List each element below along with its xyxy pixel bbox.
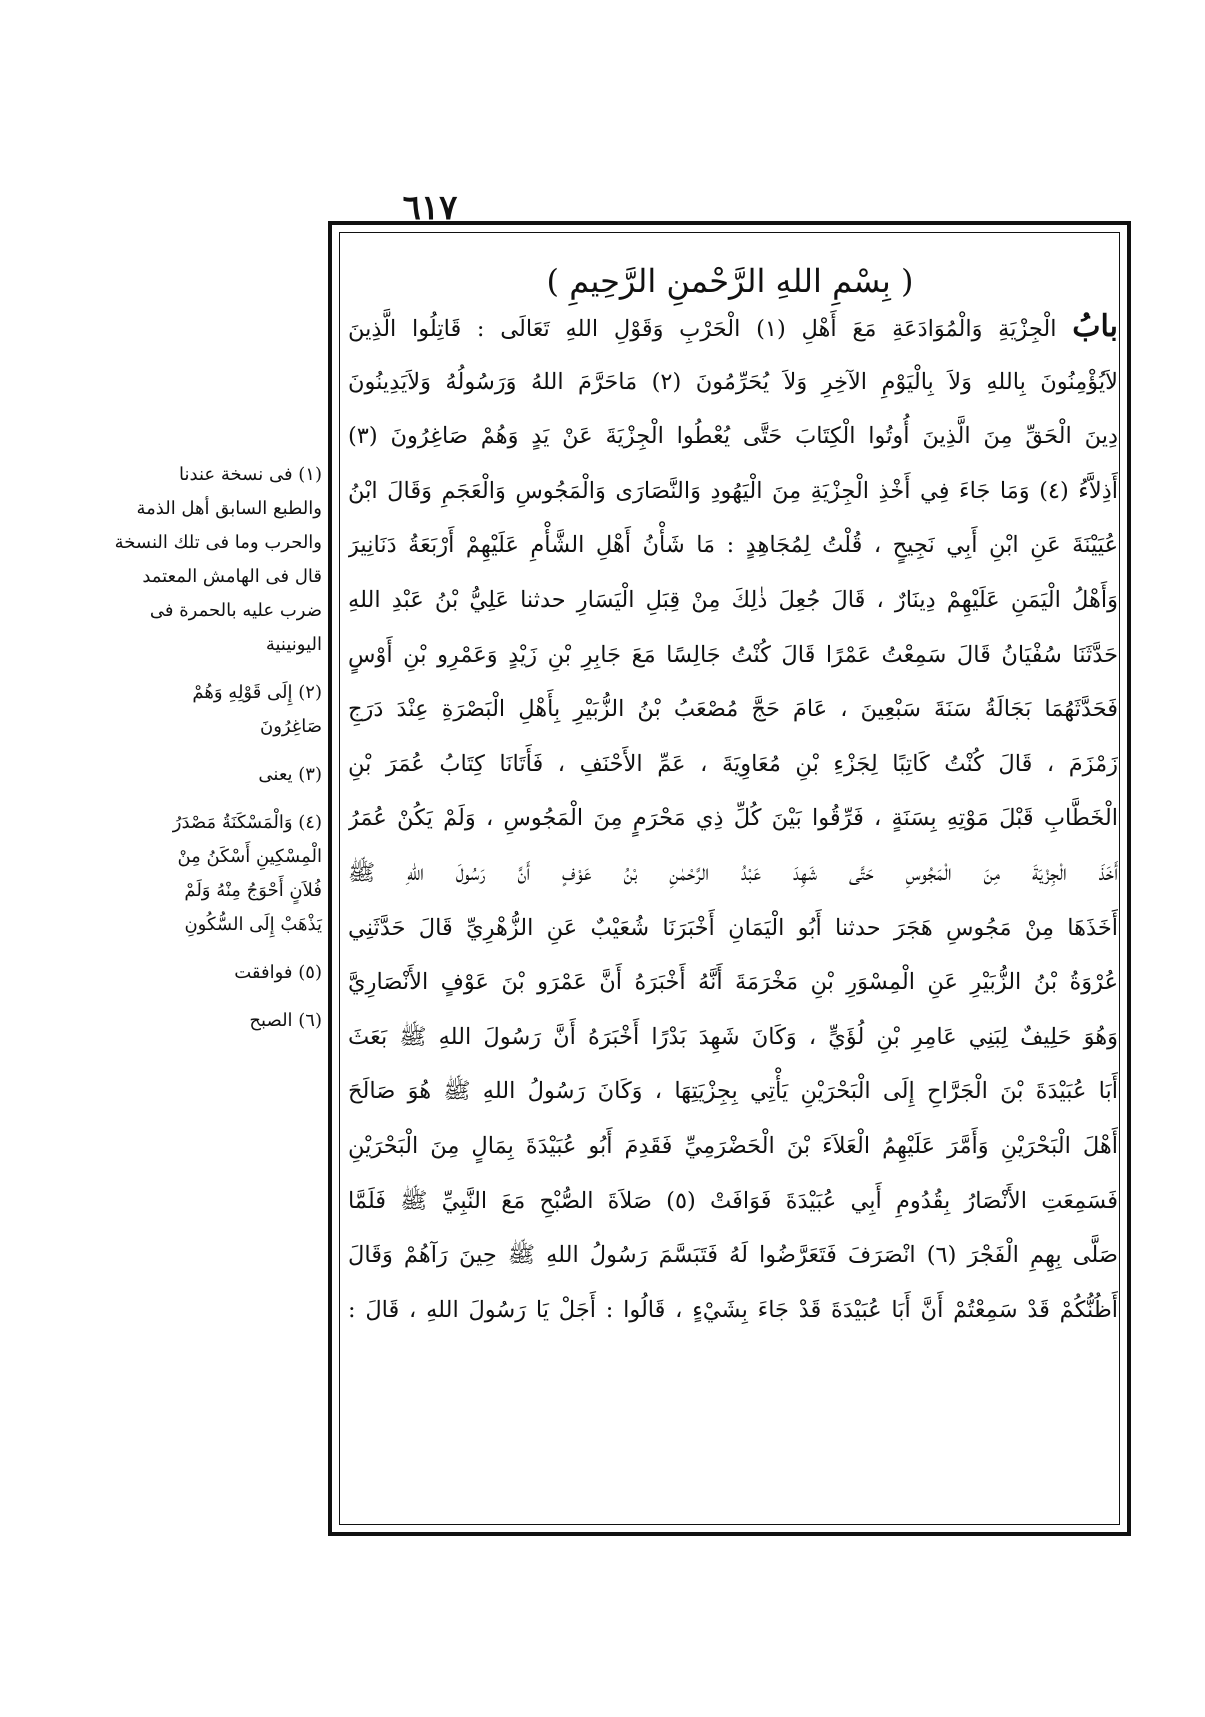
footnote-line: والحرب وما فى تلك النسخة: [114, 532, 322, 553]
text-line: [348, 300, 1118, 355]
footnote-line: والطبع السابق أهل الذمة: [136, 498, 322, 519]
footnote-line: فُلاَنٍ أَحْوَجُ مِنْهُ وَلَمْ: [184, 880, 322, 901]
footnote-line: صَاغِرُونَ: [259, 716, 322, 737]
footnote-3: [140, 758, 322, 792]
text-line: أَظُنُّكُمْ قَدْ سَمِعْتُمْ أَنَّ أَبَا عُبَيْدَةَ قَدْ جَاءَ بِشَيْءٍ ، قَالُوا : أَجَلْ يَا رَسُولَ اللهِ ، قَالَ :: [348, 1296, 1118, 1323]
footnote-line: (٦) الصبح: [249, 1010, 322, 1031]
text-line: عُرْوَةُ بْنُ الزُّبَيْرِ عَنِ الْمِسْوَرِ بْنِ مَخْرَمَةَ أَنَّهُ أَخْبَرَهُ أَنَّ عَمْرَو بْنَ عَوْفٍ الأَنْصَارِيَّ: [348, 969, 1118, 996]
footnote-line: يَذْهَبْ إِلَى السُّكُونِ: [184, 914, 322, 935]
text-line: دِينَ الْحَقِّ مِنَ الَّذِينَ أُوتُوا الْكِتَابَ حَتَّى يُعْطُوا الْجِزْيَةَ عَنْ يَدٍ وَهُمْ صَاغِرُونَ (٣): [348, 423, 1118, 450]
footnote-5: [140, 956, 322, 990]
footnote-1: [114, 458, 322, 662]
text-line: الْخَطَّابِ قَبْلَ مَوْتِهِ بِسَنَةٍ ، فَرِّقُوا بَيْنَ كُلِّ ذِي مَحْرَمٍ مِنَ الْمَجُوسِ ، وَلَمْ يَكُنْ عُمَرُ: [348, 805, 1118, 832]
margin-footnotes: [114, 458, 322, 1052]
basmala-heading: ( بِسْمِ اللهِ الرَّحْمنِ الرَّحِيمِ ): [546, 262, 914, 300]
text-line: أَبَا عُبَيْدَةَ بْنَ الْجَرَّاحِ إِلَى الْبَحْرَيْنِ يَأْتِي بِجِزْيَتِهَا ، وَكَانَ رَسُولُ اللهِ ﷺ هُوَ صَالَحَ: [348, 1078, 1118, 1105]
text-line: فَسَمِعَتِ الأَنْصَارُ بِقُدُومِ أَبِي عُبَيْدَةَ فَوَافَتْ (٥) صَلاَةَ الصُّبْحِ مَعَ النَّبِيِّ ﷺ فَلَمَّا: [348, 1187, 1118, 1214]
footnote-line: (٣) يعنى: [258, 764, 322, 785]
text-line: أَخَذَ الْجِزْيَةَ مِنَ الْمَجُوسِ حَتَّى شَهِدَ عَبْدُ الرَّحْمٰنِ بْنُ عَوْفٍ أَنَّ رَسُولَ اللهِ ﷺ: [348, 859, 1118, 886]
footnote-line: (٢) إِلَى قَوْلِهِ وَهُمْ: [192, 682, 322, 703]
text-line: وَأَهْلُ الْيَمَنِ عَلَيْهِمْ دِينَارٌ ، قَالَ جُعِلَ ذٰلِكَ مِنْ قِبَلِ الْيَسَارِ حدثنا عَلِيُّ بْنُ عَبْدِ اللهِ: [348, 586, 1118, 613]
chapter-heading: بابُ: [1072, 309, 1118, 344]
text-line: أَذِلاَّءُ (٤) وَمَا جَاءَ فِي أَخْذِ الْجِزْيَةِ مِنَ الْيَهُودِ وَالنَّصَارَى وَالْمَجُوسِ وَالْعَجَمِ وَقَالَ ابْنُ: [348, 477, 1118, 504]
text-line: لاَيُؤْمِنُونَ بِاللهِ وَلاَ بِالْيَوْمِ الآخِرِ وَلاَ يُحَرِّمُونَ (٢) مَاحَرَّمَ اللهُ وَرَسُولُهُ وَلاَيَدِينُونَ: [348, 368, 1118, 395]
footnote-line: الْمِسْكِينِ أَسْكَنُ مِنْ: [177, 846, 322, 867]
text-line: عُيَيْنَةَ عَنِ ابْنِ أَبِي نَجِيحٍ ، قُلْتُ لِمُجَاهِدٍ : مَا شَأْنُ أَهْلِ الشَّأْمِ عَلَيْهِمْ أَرْبَعَةُ دَنَانِيرَ: [348, 532, 1118, 559]
footnote-line: اليونينية: [265, 634, 322, 655]
page-number: ٦١٧: [402, 188, 458, 228]
text-line: فَحَدَّثَهُمَا بَجَالَةُ سَنَةَ سَبْعِينَ ، عَامَ حَجَّ مُصْعَبُ بْنُ الزُّبَيْرِ بِأَهْلِ الْبَصْرَةِ عِنْدَ دَرَجِ: [348, 696, 1118, 723]
text-line: زَمْزَمَ ، قَالَ كُنْتُ كَاتِبًا لِجَزْءِ بْنِ مُعَاوِيَةَ ، عَمِّ الأَحْنَفِ ، فَأَتَانَا كِتَابُ عُمَرَ بْنِ: [348, 750, 1118, 777]
footnote-6: [140, 1004, 322, 1038]
text-line: أَهْلَ الْبَحْرَيْنِ وَأَمَّرَ عَلَيْهِمُ الْعَلاَءَ بْنَ الْحَضْرَمِيِّ فَقَدِمَ أَبُو عُبَيْدَةَ بِمَالٍ مِنَ الْبَحْرَيْنِ: [348, 1132, 1118, 1159]
text-line: صَلَّى بِهِمِ الْفَجْرَ (٦) انْصَرَفَ فَتَعَرَّضُوا لَهُ فَتَبَسَّمَ رَسُولُ اللهِ ﷺ حِينَ رَآهُمْ وَقَالَ: [348, 1242, 1118, 1269]
footnote-2: [140, 676, 322, 744]
text-line-content: الْجِزْيَةِ وَالْمُوَادَعَةِ مَعَ أَهْلِ (١) الْحَرْبِ وَقَوْلِ اللهِ تَعَالَى : قَاتِلُوا الَّذِينَ: [348, 316, 1057, 342]
footnote-line: ضرب عليه بالحمرة فى: [149, 600, 322, 621]
footnote-line: قال فى الهامش المعتمد: [142, 566, 322, 587]
footnote-line: (٥) فوافقت: [234, 962, 322, 983]
text-line: حَدَّثَنَا سُفْيَانُ قَالَ سَمِعْتُ عَمْرًا قَالَ كُنْتُ جَالِسًا مَعَ جَابِرِ بْنِ زَيْدٍ وَعَمْرِو بْنِ أَوْسٍ: [348, 641, 1118, 668]
footnote-line: (١) فى نسخة عندنا: [179, 464, 322, 485]
main-text: [348, 300, 1118, 1337]
text-line: وَهُوَ حَلِيفٌ لِبَنِي عَامِرِ بْنِ لُؤَيٍّ ، وَكَانَ شَهِدَ بَدْرًا أَخْبَرَهُ أَنَّ رَسُولَ اللهِ ﷺ بَعَثَ: [348, 1023, 1118, 1050]
footnote-4: [140, 806, 322, 942]
text-line: أَخَذَهَا مِنْ مَجُوسِ هَجَرَ حدثنا أَبُو الْيَمَانِ أَخْبَرَنَا شُعَيْبٌ عَنِ الزُّهْرِيِّ قَالَ حَدَّثَنِي: [348, 914, 1118, 941]
footnote-line: (٤) وَالْمَسْكَنَةُ مَصْدَرُ: [172, 812, 322, 833]
